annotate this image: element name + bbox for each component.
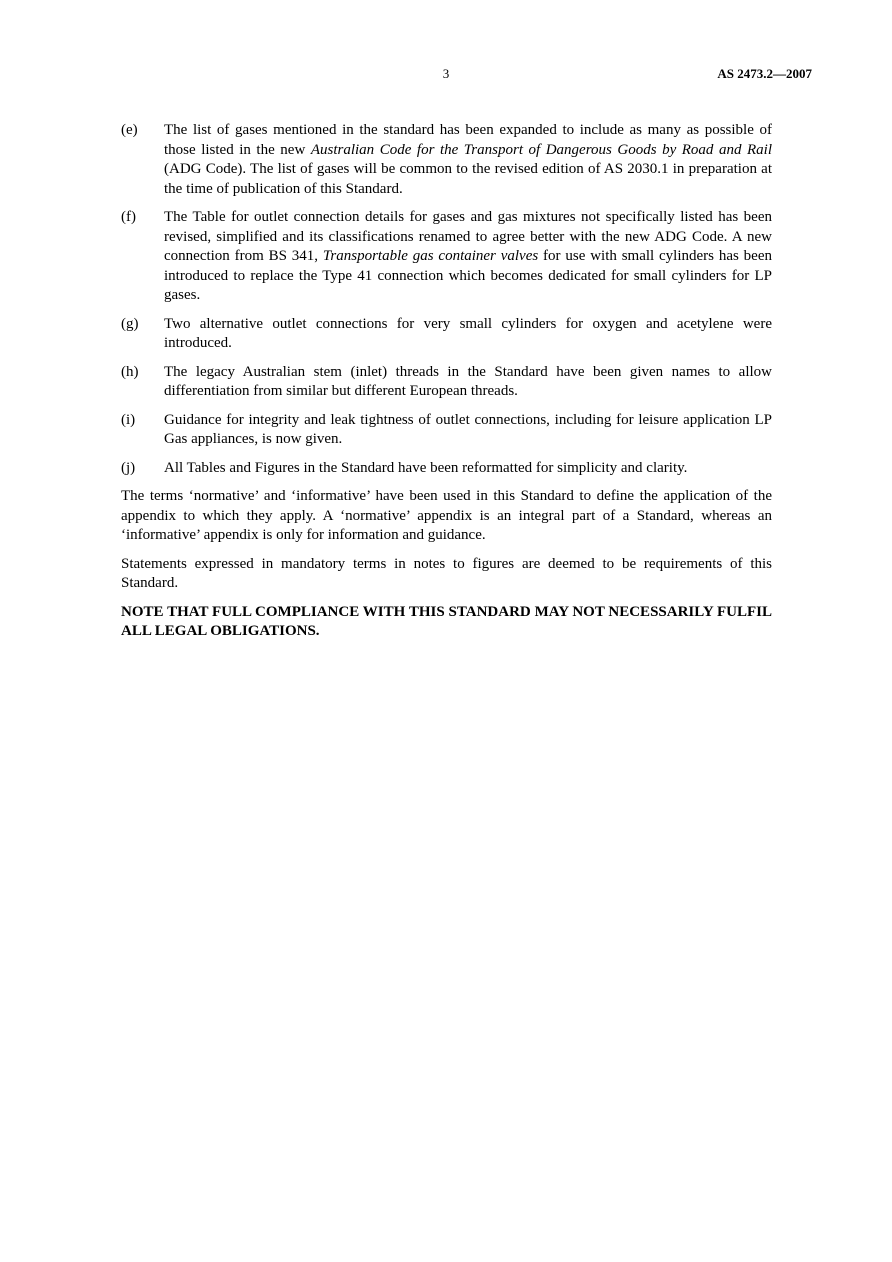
list-item [121, 411, 772, 450]
list-item-text [164, 315, 772, 354]
cited-title: Australian Code for the Transport of Dangerous Goods by Road and Rail [310, 141, 772, 158]
list-item-text [164, 208, 772, 306]
document-id: AS 2473.2—2007 [717, 66, 812, 81]
list-item [121, 363, 772, 402]
list-item-label: (i) [121, 411, 136, 428]
text-run: Guidance for integrity and leak tightness of outlet connections, including for leisure application LP Gas appliances, is now given. [164, 411, 772, 447]
text-run: The legacy Australian stem (inlet) threads in the Standard have been given names to allow differentiation from similar but different European threads. [164, 363, 772, 399]
list-item [121, 121, 772, 199]
list-item-label: (j) [121, 459, 136, 476]
list-item-label: (f) [121, 209, 136, 225]
text-run: The Table for outlet connection details for gases and gas mixtures not specifically listed has been revised, simplified and its classifications renamed to agree better with the new ADG Code. A new connection from BS 341, [164, 209, 772, 264]
text-run: for use with small cylinders has been introduced to replace the Type 41 connection which becomes dedicated for small cylinders for LP gases. [164, 248, 772, 303]
cited-title: Transportable gas container valves [322, 248, 539, 264]
mandatory-terms-paragraph: Statements expressed in mandatory terms in notes to figures are deemed to be requirements of this Standard. [121, 555, 772, 591]
list-item [121, 459, 772, 479]
page-body [121, 121, 772, 642]
list-item [121, 208, 772, 306]
text-run: Two alternative outlet connections for very small cylinders for oxygen and acetylene were introduced. [164, 315, 772, 351]
list-item-text [164, 459, 772, 479]
list-item [121, 315, 772, 354]
text-run: All Tables and Figures in the Standard have been reformatted for simplicity and clarity. [164, 459, 688, 476]
normative-paragraph: The terms ‘normative’ and ‘informative’ have been used in this Standard to define the application of the appendix to which they apply. A ‘normative’ appendix is an integral part of a Standard, whereas an ‘informative’ appendix is only for information and guidance. [121, 488, 772, 543]
amendment-list [121, 121, 772, 478]
page-number: 3 [442, 66, 450, 81]
list-item-label: (g) [121, 315, 139, 332]
text-run: The list of gases mentioned in the standard has been expanded to include as many as possible of those listed in the new [164, 122, 772, 158]
list-item-label: (e) [121, 122, 138, 138]
list-item-label: (h) [121, 363, 139, 380]
list-item-text [164, 121, 772, 199]
list-item-text [164, 411, 772, 450]
compliance-notice: NOTE THAT FULL COMPLIANCE WITH THIS STANDARD MAY NOT NECESSARILY FULFIL ALL LEGAL OBLIGATIONS. [121, 603, 772, 639]
list-item-text [164, 363, 772, 402]
text-run: (ADG Code). The list of gases will be common to the revised edition of AS 2030.1 in preparation at the time of publication of this Standard. [164, 161, 772, 197]
